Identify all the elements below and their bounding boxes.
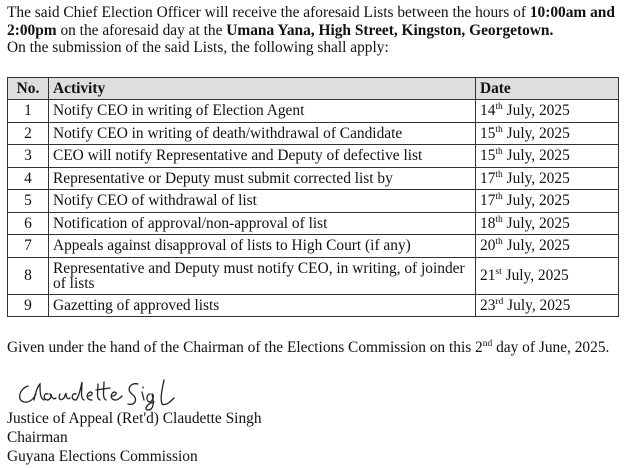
row-activity: Notify CEO in writing of Election Agent (49, 100, 476, 123)
header-activity: Activity (49, 78, 476, 100)
row-number: 4 (8, 167, 49, 190)
signer-block (7, 409, 307, 466)
given-text-end: day of June, 2025. (492, 339, 610, 356)
intro-line-3: On the submission of the said Lists, the following shall apply: (7, 39, 389, 56)
date-suffix: th (495, 147, 503, 158)
date-suffix: th (495, 237, 503, 248)
date-day: 21 (480, 267, 496, 284)
row-number: 2 (8, 122, 49, 145)
row-number: 6 (8, 212, 49, 235)
table-row (8, 122, 619, 145)
table-row (8, 145, 619, 168)
date-rest: July, 2025 (503, 296, 571, 314)
row-number: 3 (8, 145, 49, 168)
handwritten-signature (14, 376, 184, 412)
date-suffix: th (495, 124, 503, 135)
table-row (8, 190, 619, 213)
header-no: No. (8, 78, 49, 100)
signature-stroke (128, 380, 174, 410)
row-date (476, 257, 619, 294)
date-day: 20 (480, 237, 496, 255)
given-statement (7, 339, 622, 357)
date-day: 18 (480, 214, 496, 232)
row-number: 1 (8, 100, 49, 123)
venue: Umana Yana, High Street, Kingston, Georgetown. (226, 21, 554, 39)
time-to: 2:00pm (7, 21, 57, 39)
date-rest: July, 2025 (502, 192, 570, 210)
row-activity: CEO will notify Representative and Deputy of defective list (49, 145, 476, 168)
row-activity: Appeals against disapproval of lists to High Court (if any) (49, 235, 476, 258)
intro-text: The said Chief Election Officer will receive the aforesaid Lists between the hours of (7, 4, 530, 21)
given-text: Given under the hand of the Chairman of the Elections Commission on this 2 (7, 339, 483, 356)
date-suffix: th (495, 102, 503, 113)
intro-text-mid: on the aforesaid day at the (56, 21, 227, 39)
table-row (8, 167, 619, 190)
row-activity: Notification of approval/non-approval of list (49, 212, 476, 235)
date-rest: July, 2025 (501, 267, 569, 284)
row-date (476, 122, 619, 145)
row-date (476, 294, 619, 317)
given-suffix: nd (482, 338, 493, 349)
date-suffix: th (495, 192, 503, 203)
signer-org: Guyana Elections Commission (7, 448, 198, 465)
table-row (8, 100, 619, 123)
date-rest: July, 2025 (502, 237, 570, 255)
row-number: 9 (8, 294, 49, 317)
row-date (476, 100, 619, 123)
date-rest: July, 2025 (502, 102, 570, 120)
row-number: 8 (8, 257, 49, 294)
date-day: 17 (480, 169, 496, 187)
date-day: 23 (480, 296, 496, 314)
row-activity: Notify CEO of withdrawal of list (49, 190, 476, 213)
header-date: Date (476, 78, 619, 100)
date-suffix: rd (495, 296, 504, 307)
date-rest: July, 2025 (502, 147, 570, 165)
table-row (8, 235, 619, 258)
date-day: 17 (480, 192, 496, 210)
row-activity: Gazetting of approved lists (49, 294, 476, 317)
row-number: 5 (8, 190, 49, 213)
signer-title: Chairman (7, 429, 68, 446)
row-date (476, 167, 619, 190)
date-suffix: th (495, 169, 503, 180)
row-date (476, 145, 619, 168)
schedule-table (7, 77, 619, 317)
table-row (8, 257, 619, 294)
row-date (476, 235, 619, 258)
date-rest: July, 2025 (502, 169, 570, 187)
intro-line-2 (7, 22, 619, 40)
row-activity: Representative or Deputy must submit corrected list by (49, 167, 476, 190)
date-rest: July, 2025 (502, 124, 570, 142)
date-suffix: th (495, 214, 503, 225)
row-activity: Notify CEO in writing of death/withdrawal of Candidate (49, 122, 476, 145)
time-from: 10:00am and (529, 4, 615, 21)
intro-line-1 (7, 4, 619, 22)
row-date (476, 212, 619, 235)
intro-paragraph (7, 4, 619, 57)
signer-name: Justice of Appeal (Ret'd) Claudette Singh (7, 410, 262, 427)
row-number: 7 (8, 235, 49, 258)
date-suffix: st (495, 266, 502, 277)
row-activity: Representative and Deputy must notify CEO, in writing, of joinder of lists (49, 257, 476, 294)
table-header-row (8, 78, 619, 100)
date-day: 15 (480, 124, 496, 142)
row-date (476, 190, 619, 213)
signature-stroke (20, 382, 122, 402)
table-row (8, 212, 619, 235)
date-day: 14 (480, 102, 496, 120)
date-day: 15 (480, 147, 496, 165)
table-row (8, 294, 619, 317)
date-rest: July, 2025 (502, 214, 570, 232)
